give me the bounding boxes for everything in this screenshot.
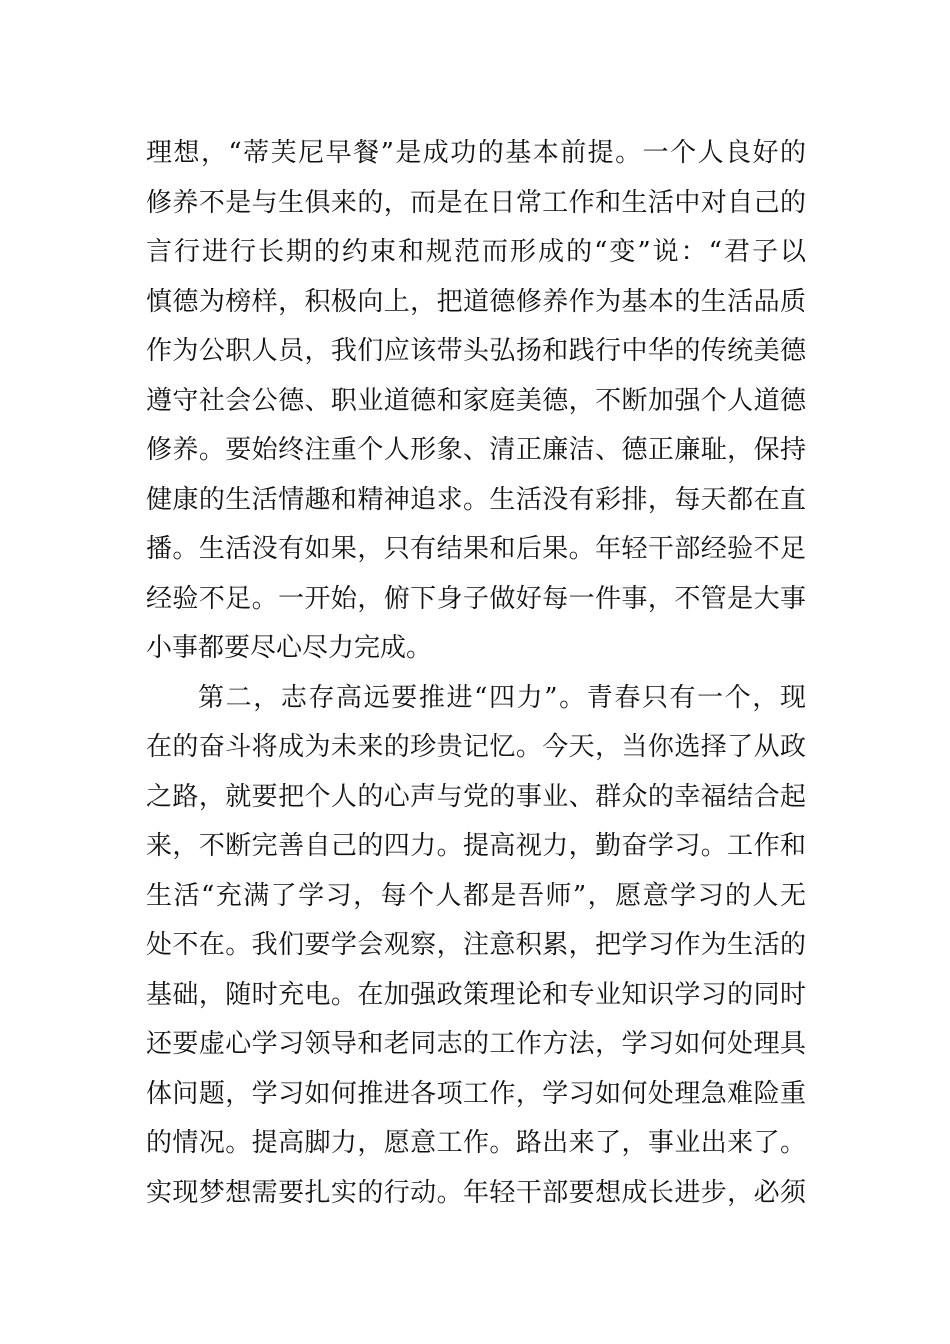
text-line: 处不在。我们要学会观察，注意积累，把学习作为生活的	[146, 930, 806, 960]
text-line: 生活“充满了学习，每个人都是吾师”，愿意学习的人无	[146, 880, 806, 911]
text-line: 修养。要始终注重个人形象、清正廉洁、德正廉耻，保持	[146, 435, 806, 465]
text-line: 基础，随时充电。在加强政策理论和专业知识学习的同时	[146, 979, 806, 1010]
paragraph-start-line: 第二，志存高远要推进“四力”。青春只有一个，现	[198, 682, 806, 713]
text-line: 播。生活没有如果，只有结果和后果。年轻干部经验不足	[146, 534, 806, 564]
text-line: 体问题，学习如何推进各项工作，学习如何处理急难险重	[146, 1078, 806, 1109]
text-line: 健康的生活情趣和精神追求。生活没有彩排，每天都在直	[146, 484, 806, 515]
body-text	[146, 129, 806, 1218]
text-line: 作为公职人员，我们应该带头弘扬和践行中华的传统美德	[146, 336, 806, 366]
text-line: 慎德为榜样，积极向上，把道德修养作为基本的生活品质	[146, 286, 806, 317]
text-line: 还要虚心学习领导和老同志的工作方法，学习如何处理具	[146, 1029, 806, 1059]
text-line: 修养不是与生俱来的，而是在日常工作和生活中对自己的	[146, 187, 806, 218]
text-line: 来，不断完善自己的四力。提高视力，勤奋学习。工作和	[146, 831, 806, 861]
text-line: 在的奋斗将成为未来的珍贵记忆。今天，当你选择了从政	[146, 732, 806, 762]
text-line: 遵守社会公德、职业道德和家庭美德，不断加强个人道德	[146, 385, 806, 416]
text-line: 言行进行长期的约束和规范而形成的“变”说：“君子以	[146, 237, 806, 267]
text-line: 实现梦想需要扎实的行动。年轻干部要想成长进步，必须	[146, 1177, 806, 1208]
text-line: 经验不足。一开始，俯下身子做好每一件事，不管是大事	[146, 583, 806, 614]
text-line: 之路，就要把个人的心声与党的事业、群众的幸福结合起	[146, 781, 806, 812]
text-line: 的情况。提高脚力，愿意工作。路出来了，事业出来了。	[146, 1128, 806, 1158]
text-line: 小事都要尽心尽力完成。	[146, 633, 433, 663]
text-line: 理想，“蒂芙尼早餐”是成功的基本前提。一个人良好的	[146, 138, 806, 168]
